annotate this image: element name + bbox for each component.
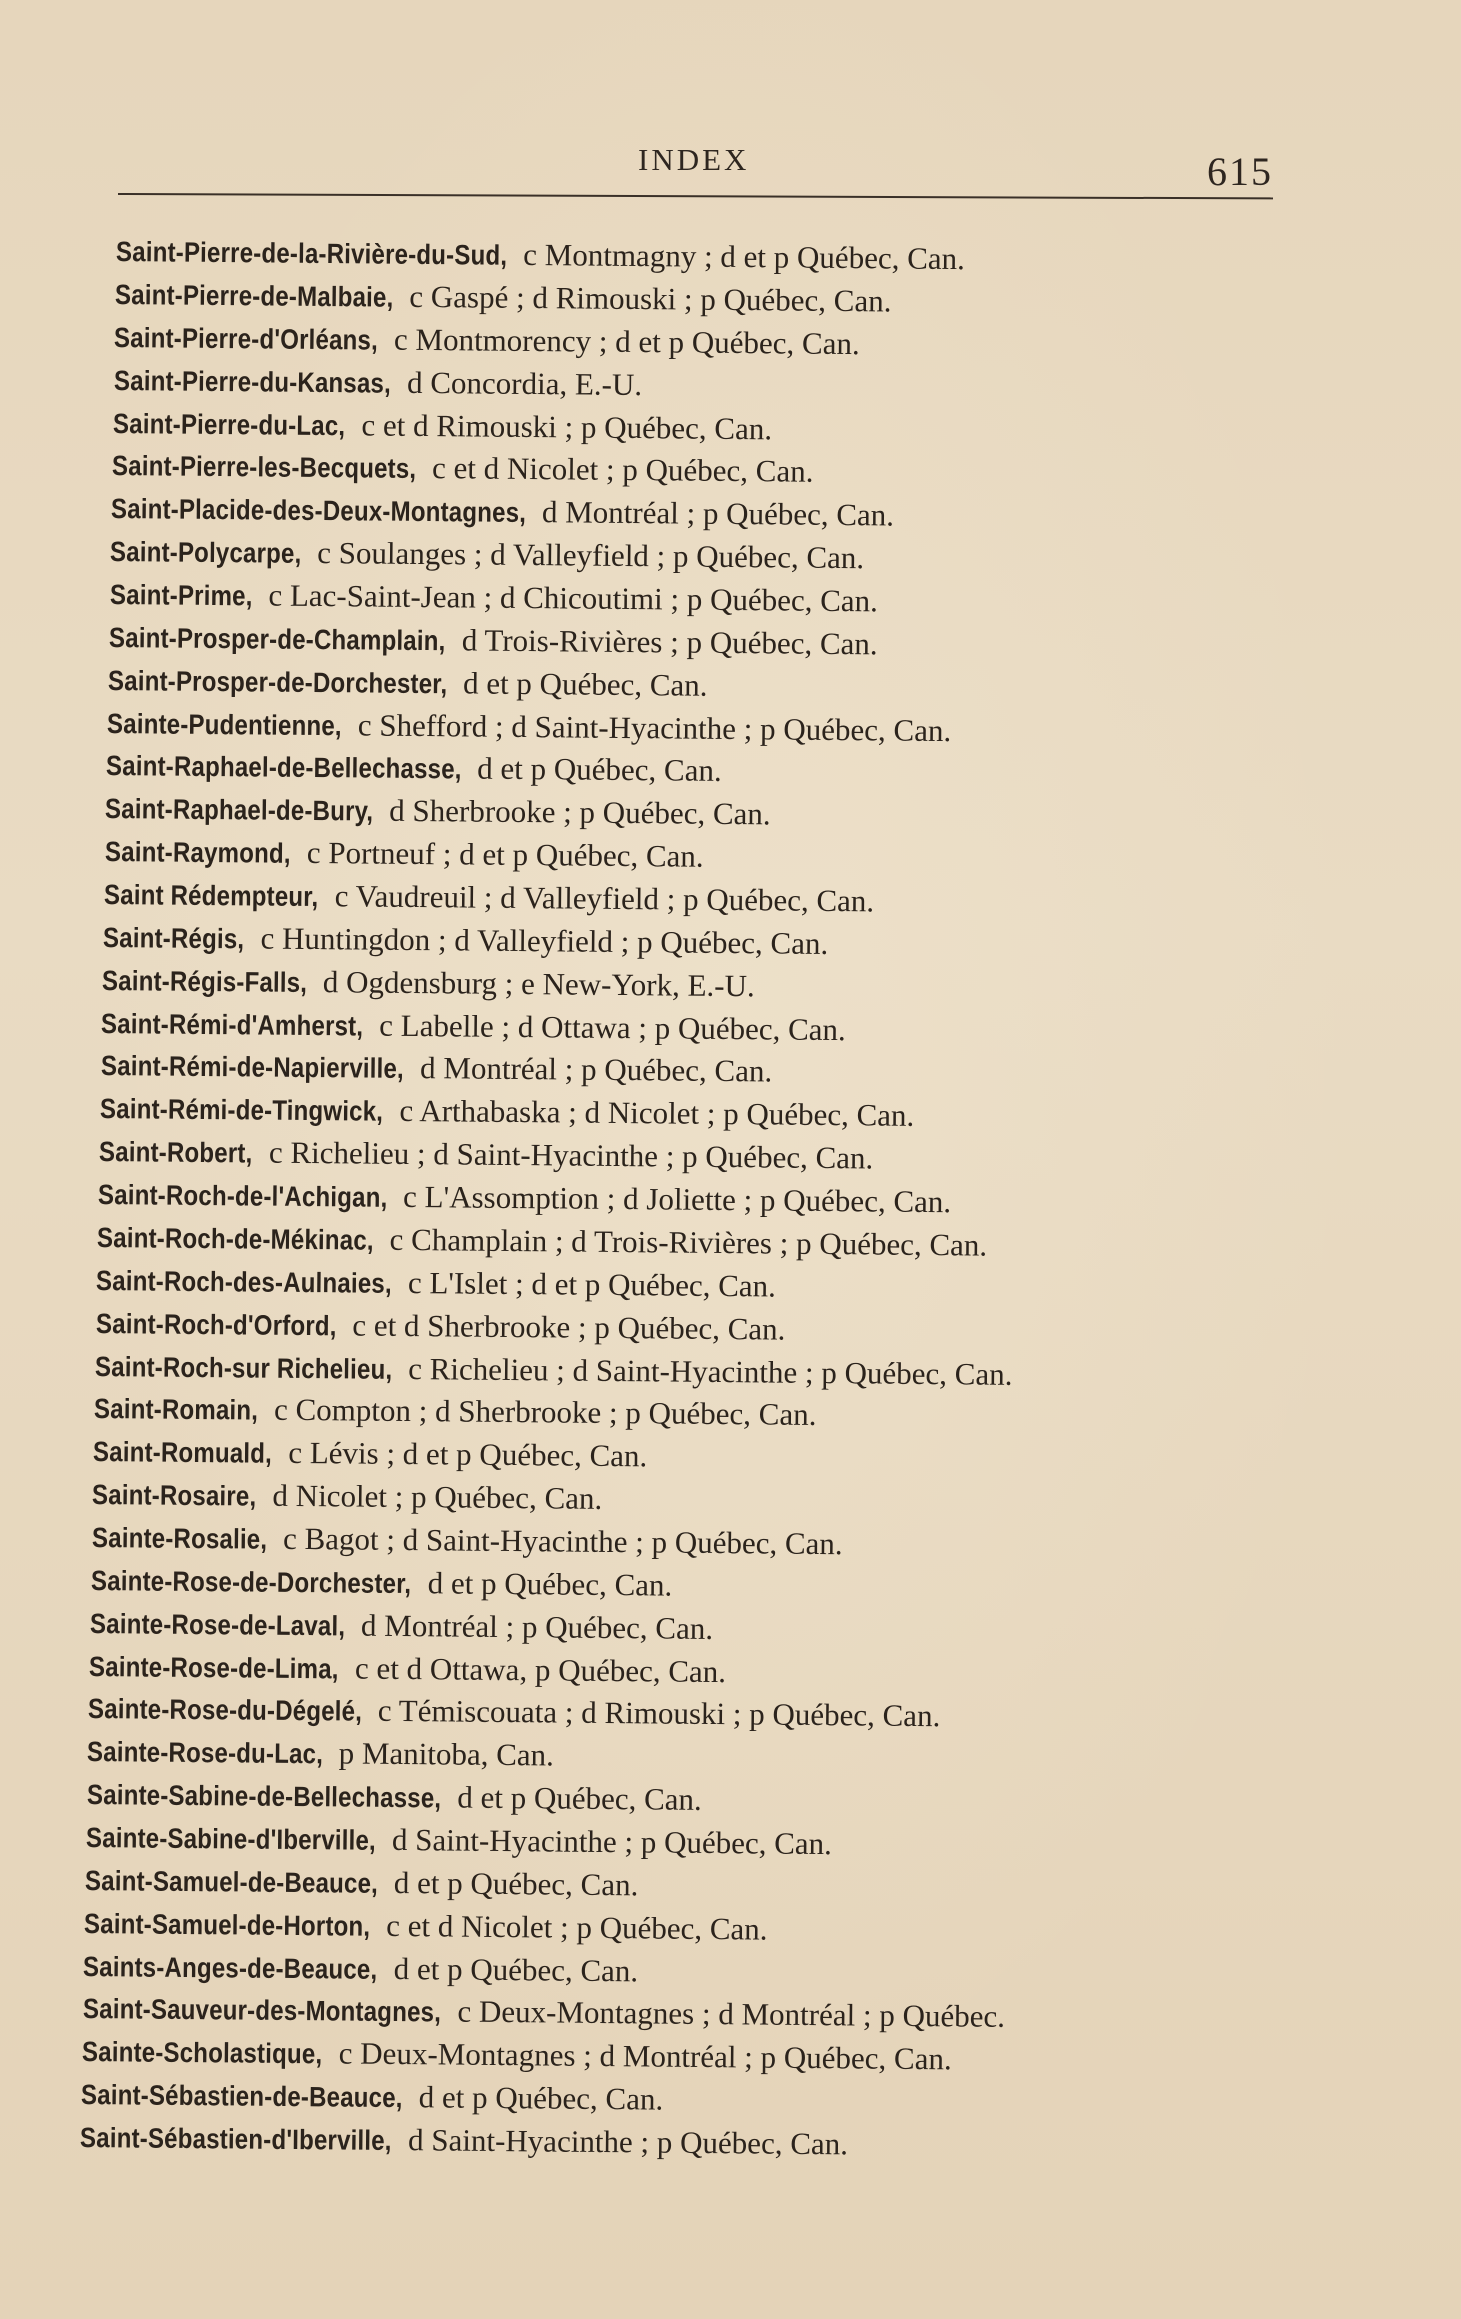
entry-place-name: Saint-Roch-des-Aulnaies, xyxy=(96,1264,393,1299)
entry-place-name: Saint-Sauveur-des-Montagnes, xyxy=(82,1993,441,2028)
entry-place-name: Saint-Pierre-du-Kansas, xyxy=(113,364,391,399)
entry-location-detail: d Montréal ; p Québec, Can. xyxy=(411,1050,772,1089)
index-entry xyxy=(82,1989,1004,2037)
entry-location-detail: d Nicolet ; p Québec, Can. xyxy=(264,1477,603,1516)
entry-location-detail: d Montréal ; p Québec, Can. xyxy=(352,1607,714,1646)
entry-place-name: Saint-Pierre-de-Malbaie, xyxy=(115,278,394,313)
entry-place-name: Saint-Sébastien-de-Beauce, xyxy=(80,2079,403,2114)
entry-location-detail: c Témiscouata ; d Rimouski ; p Québec, Can. xyxy=(370,1693,941,1734)
entry-location-detail: c Portneuf ; d et p Québec, Can. xyxy=(298,834,704,874)
index-entry xyxy=(95,1347,1013,1395)
index-entry xyxy=(109,575,877,621)
entry-place-name: Saint-Polycarpe, xyxy=(110,536,302,569)
index-entry xyxy=(111,489,894,536)
entry-place-name: Saint-Sébastien-d'Iberville, xyxy=(79,2122,392,2156)
index-entry xyxy=(83,1947,639,1991)
entry-location-detail: c Compton ; d Sherbrooke ; p Québec, Can. xyxy=(266,1391,817,1433)
index-entry xyxy=(108,661,708,706)
entry-location-detail: c Shefford ; d Saint-Hyacinthe ; p Québec, Can. xyxy=(349,706,952,748)
page-number: 615 xyxy=(1207,149,1273,194)
index-entry xyxy=(110,532,864,578)
entry-location-detail: p Manitoba, Can. xyxy=(331,1735,555,1773)
entry-place-name: Saint-Pierre-de-la-Rivière-du-Sud, xyxy=(115,236,508,271)
entry-place-name: Saint-Raymond, xyxy=(104,836,291,869)
entry-location-detail: c Bagot ; d Saint-Hyacinthe ; p Québec, Can. xyxy=(274,1520,843,1562)
entry-location-detail: c Labelle ; d Ottawa ; p Québec, Can. xyxy=(371,1007,847,1047)
index-entry xyxy=(87,1732,554,1775)
entry-place-name: Saint-Rémi-de-Napierville, xyxy=(100,1050,404,1085)
entry-place-name: Saint-Prosper-de-Dorchester, xyxy=(107,664,448,699)
index-entry xyxy=(90,1561,672,1606)
index-entry xyxy=(103,918,829,964)
running-head: INDEX xyxy=(638,142,750,177)
entry-location-detail: c Champlain ; d Trois-Rivières ; p Québec, Can. xyxy=(381,1221,988,1263)
entry-place-name: Sainte-Rose-de-Dorchester, xyxy=(90,1564,412,1599)
entry-location-detail: d et p Québec, Can. xyxy=(386,1950,639,1988)
entry-place-name: Sainte-Sabine-de-Bellechasse, xyxy=(86,1779,441,1814)
entry-place-name: Saint-Raphael-de-Bury, xyxy=(105,793,374,827)
entry-location-detail: c Montmorency ; d et p Québec, Can. xyxy=(386,321,861,361)
index-entry xyxy=(80,2118,848,2164)
entry-location-detail: d et p Québec, Can. xyxy=(419,1564,673,1603)
index-entry xyxy=(113,404,772,449)
index-entry xyxy=(93,1432,648,1476)
index-entry xyxy=(101,1004,846,1050)
entry-location-detail: d et p Québec, Can. xyxy=(454,664,708,703)
entry-place-name: Saints-Anges-de-Beauce, xyxy=(83,1950,378,1985)
entry-place-name: Saint-Placide-des-Deux-Montagnes, xyxy=(110,493,527,529)
index-entry xyxy=(107,704,952,751)
entry-location-detail: d et p Québec, Can. xyxy=(469,750,723,789)
entry-location-detail: d et p Québec, Can. xyxy=(385,1864,639,1903)
index-entry xyxy=(100,1046,772,1091)
index-entry xyxy=(91,1518,842,1564)
index-entry xyxy=(99,1089,914,1136)
entry-place-name: Saint-Pierre-d'Orléans, xyxy=(114,321,379,356)
index-entry xyxy=(97,1218,988,1266)
index-entry xyxy=(95,1304,785,1350)
entry-place-name: Sainte-Pudentienne, xyxy=(106,707,342,741)
index-entry xyxy=(86,1775,701,1820)
entry-location-detail: c Montmagny ; d et p Québec, Can. xyxy=(515,236,966,277)
entry-place-name: Saint-Romuald, xyxy=(92,1436,273,1469)
entry-location-detail: c Vaudreuil ; d Valleyfield ; p Québec, Can. xyxy=(326,878,875,919)
entry-location-detail: c Deux-Montagnes ; d Montréal ; p Québec. xyxy=(449,1993,1005,2035)
index-entry xyxy=(81,2032,951,2079)
index-entry xyxy=(85,1861,639,1905)
index-entry xyxy=(94,1389,817,1435)
index-entry xyxy=(113,361,641,405)
entry-place-name: Saint-Roch-de-Mékinac, xyxy=(97,1221,375,1256)
index-entry xyxy=(86,1818,832,1864)
entry-location-detail: c et d Nicolet ; p Québec, Can. xyxy=(378,1907,768,1947)
index-entry xyxy=(106,746,722,791)
entry-location-detail: c L'Islet ; d et p Québec, Can. xyxy=(400,1264,777,1304)
index-entry xyxy=(90,1604,713,1649)
entry-place-name: Sainte-Rose-du-Lac, xyxy=(87,1736,324,1770)
entry-location-detail: c et d Nicolet ; p Québec, Can. xyxy=(424,450,814,490)
index-entry xyxy=(92,1475,603,1519)
entry-place-name: Saint-Roch-de-l'Achigan, xyxy=(97,1179,388,1213)
index-entry xyxy=(105,789,771,834)
entry-place-name: Saint-Prime, xyxy=(109,578,253,612)
entry-place-name: Saint-Rosaire, xyxy=(92,1479,257,1512)
entry-location-detail: c Arthabaska ; d Nicolet ; p Québec, Can. xyxy=(391,1093,915,1134)
entry-location-detail: d et p Québec, Can. xyxy=(410,2079,664,2117)
index-entry xyxy=(96,1261,776,1307)
index-entry xyxy=(88,1689,941,1736)
index-entry xyxy=(116,232,965,279)
entry-place-name: Saint-Prosper-de-Champlain, xyxy=(108,621,446,657)
index-entry xyxy=(108,618,877,664)
index-entry xyxy=(104,875,875,921)
entry-location-detail: c Lac-Saint-Jean ; d Chicoutimi ; p Québec, Can. xyxy=(260,577,878,619)
entry-location-detail: d Concordia, E.-U. xyxy=(398,364,642,402)
entry-location-detail: c L'Assomption ; d Joliette ; p Québec, Can. xyxy=(395,1178,952,1220)
entry-place-name: Sainte-Rosalie, xyxy=(91,1521,267,1555)
index-entry xyxy=(84,1904,768,1950)
entry-place-name: Saint-Rémi-d'Amherst, xyxy=(101,1007,364,1042)
entry-location-detail: d Montréal ; p Québec, Can. xyxy=(534,494,895,533)
index-entry xyxy=(112,446,814,492)
entry-place-name: Saint-Roch-d'Orford, xyxy=(95,1307,337,1341)
entry-place-name: Saint-Samuel-de-Beauce, xyxy=(84,1864,379,1899)
entry-location-detail: d Trois-Rivières ; p Québec, Can. xyxy=(453,622,878,662)
index-entry xyxy=(98,1175,951,1222)
entry-place-name: Saint-Pierre-du-Lac, xyxy=(112,407,346,441)
entry-place-name: Saint-Robert, xyxy=(98,1136,253,1169)
entry-location-detail: d Ogdensburg ; e New-York, E.-U. xyxy=(314,963,756,1003)
entry-place-name: Saint-Régis, xyxy=(102,921,245,955)
entry-location-detail: c Richelieu ; d Saint-Hyacinthe ; p Québec, Can. xyxy=(399,1350,1013,1392)
entry-place-name: Saint-Romain, xyxy=(93,1393,259,1426)
entry-place-name: Sainte-Rose-de-Laval, xyxy=(89,1607,346,1642)
entry-place-name: Saint-Roch-sur Richelieu, xyxy=(94,1350,393,1385)
entry-location-detail: c et d Rimouski ; p Québec, Can. xyxy=(353,406,772,446)
index-entry xyxy=(115,275,892,321)
entry-place-name: Saint-Régis-Falls, xyxy=(101,964,308,998)
entry-place-name: Sainte-Rose-du-Dégelé, xyxy=(88,1693,363,1728)
entry-location-detail: d Sherbrooke ; p Québec, Can. xyxy=(381,792,772,832)
entry-place-name: Saint-Raphael-de-Bellechasse, xyxy=(106,750,462,785)
entry-location-detail: d Saint-Hyacinthe ; p Québec, Can. xyxy=(383,1821,832,1862)
entry-location-detail: c Soulanges ; d Valleyfield ; p Québec, Can. xyxy=(309,534,865,576)
index-entry xyxy=(114,318,860,364)
entry-place-name: Sainte-Scholastique, xyxy=(81,2036,323,2070)
index-entry xyxy=(81,2075,664,2120)
entry-location-detail: c et d Sherbrooke ; p Québec, Can. xyxy=(343,1306,786,1347)
entry-location-detail: c Gaspé ; d Rimouski ; p Québec, Can. xyxy=(401,278,892,319)
entry-location-detail: c Lévis ; d et p Québec, Can. xyxy=(280,1434,648,1474)
entry-place-name: Sainte-Sabine-d'Iberville, xyxy=(85,1822,376,1856)
entry-location-detail: c Deux-Montagnes ; d Montréal ; p Québec, Can. xyxy=(330,2035,952,2077)
entry-location-detail: c Huntingdon ; d Valleyfield ; p Québec, Can. xyxy=(252,920,829,961)
entry-place-name: Saint-Pierre-les-Becquets, xyxy=(111,450,417,485)
index-entry xyxy=(89,1647,726,1692)
entry-location-detail: d et p Québec, Can. xyxy=(448,1779,702,1817)
entry-place-name: Saint Rédempteur, xyxy=(103,879,319,913)
index-entry xyxy=(102,961,755,1006)
entry-location-detail: c et d Ottawa, p Québec, Can. xyxy=(347,1649,727,1689)
entry-place-name: Sainte-Rose-de-Lima, xyxy=(88,1650,339,1684)
entry-place-name: Saint-Samuel-de-Horton, xyxy=(83,1907,371,1942)
entry-location-detail: d Saint-Hyacinthe ; p Québec, Can. xyxy=(400,2122,849,2162)
entry-place-name: Saint-Rémi-de-Tingwick, xyxy=(99,1093,383,1128)
index-entry xyxy=(104,832,703,877)
index-entry xyxy=(99,1132,874,1178)
entry-location-detail: c Richelieu ; d Saint-Hyacinthe ; p Québec, Can. xyxy=(260,1134,874,1176)
